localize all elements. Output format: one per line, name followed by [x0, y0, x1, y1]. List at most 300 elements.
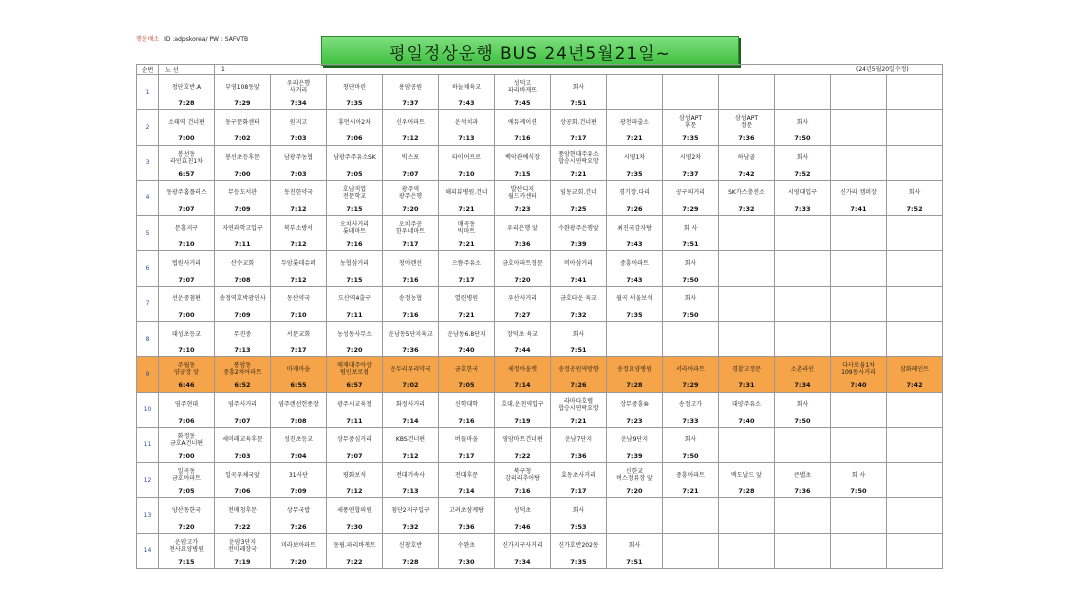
stop-time: 7:29 — [234, 99, 251, 108]
stop-cell — [831, 251, 887, 286]
stop-name: 백악관예식장 — [505, 154, 540, 162]
stop-time: 7:51 — [570, 99, 587, 108]
stop-cell — [327, 427, 383, 462]
route-row — [137, 110, 943, 145]
stop-name: 신가지구사거리 — [502, 542, 543, 550]
stop-name: 영암마트건너편 — [502, 436, 543, 444]
stop-time: 7:35 — [346, 99, 363, 108]
route-row — [137, 392, 943, 427]
stop-time: 7:20 — [514, 275, 531, 284]
route-number: 8 — [137, 321, 159, 356]
stop-name: 빅스포 — [401, 154, 420, 162]
stop-cell — [831, 392, 887, 427]
route-row — [137, 286, 943, 321]
stop-time: 7:19 — [234, 557, 251, 566]
stop-name: 도산역4출구 — [338, 295, 371, 303]
stop-name: 운남동6.8단지 — [447, 330, 486, 338]
stop-cell — [831, 463, 887, 498]
stop-cell — [887, 180, 943, 215]
stop-cell — [327, 251, 383, 286]
stop-time: 7:00 — [178, 134, 195, 143]
stop-cell — [719, 463, 775, 498]
stop-cell — [495, 533, 551, 568]
stop-cell — [719, 427, 775, 462]
stop-name: 매곡동 빅마트 — [457, 221, 476, 236]
stop-time: 7:35 — [626, 310, 643, 319]
stop-name: 오치주공 한우네마트 — [396, 221, 425, 236]
stop-time: 7:50 — [682, 275, 699, 284]
stop-cell — [439, 251, 495, 286]
stop-time: 7:23 — [626, 416, 643, 425]
stop-time: 7:21 — [458, 204, 475, 213]
stop-time: 7:17 — [290, 346, 307, 355]
stop-name: 경찰고정문 — [732, 365, 761, 373]
stop-cell — [719, 498, 775, 533]
stop-name: 라마다호텔 합승시연락요망 — [558, 397, 599, 412]
stop-name: 전대가속사 — [396, 471, 425, 479]
stop-name: 금호아파트정문 — [502, 260, 543, 268]
stop-time: 7:03 — [290, 169, 307, 178]
stop-cell — [775, 427, 831, 462]
stop-cell — [327, 321, 383, 356]
stop-cell — [495, 498, 551, 533]
stop-name: 시영대입구 — [788, 189, 817, 197]
stop-cell — [383, 216, 439, 251]
stop-name: 신가리 캠퍼장 — [840, 189, 877, 197]
stop-time: 7:34 — [290, 99, 307, 108]
stop-time: 7:16 — [514, 487, 531, 496]
stop-cell — [887, 427, 943, 462]
stop-cell — [607, 75, 663, 110]
stop-cell — [663, 110, 719, 145]
revision-note: (24년5월20일수정) — [856, 66, 909, 73]
stop-cell — [271, 251, 327, 286]
stop-name: 북부소방서 — [284, 224, 313, 232]
stop-time: 7:44 — [514, 346, 531, 355]
stop-time: 7:07 — [178, 275, 195, 284]
stop-time: 7:09 — [234, 204, 251, 213]
stop-cell — [383, 392, 439, 427]
stop-cell — [551, 498, 607, 533]
stop-name: 우리은행 앞 — [507, 224, 538, 232]
stop-cell — [719, 251, 775, 286]
stop-cell — [327, 498, 383, 533]
stop-time: 7:36 — [794, 487, 811, 496]
route-number: 7 — [137, 286, 159, 321]
stop-name: 오치사거리 롯데마트 — [340, 221, 369, 236]
stop-cell — [439, 216, 495, 251]
stop-time: 7:34 — [794, 381, 811, 390]
stop-time: 7:21 — [458, 310, 475, 319]
stop-name: 삼성APT 후문 — [679, 115, 702, 130]
route-number: 9 — [137, 357, 159, 392]
stop-cell — [607, 533, 663, 568]
stop-time: 7:00 — [178, 310, 195, 319]
stop-time: 7:42 — [738, 169, 755, 178]
stop-cell — [551, 427, 607, 462]
route-row — [137, 498, 943, 533]
stop-time: 7:34 — [514, 557, 531, 566]
stop-cell — [607, 180, 663, 215]
stop-cell — [215, 463, 271, 498]
route-row — [137, 427, 943, 462]
stop-name: 마재마을 — [286, 365, 311, 373]
stop-name: 성덕고 파리바게뜨 — [508, 80, 537, 95]
stop-cell — [663, 75, 719, 110]
stop-time: 7:17 — [570, 487, 587, 496]
stop-cell — [159, 251, 215, 286]
stop-name: 회사 — [684, 436, 697, 444]
stop-name: 풍암현대주유소 합승시연락요망 — [558, 150, 599, 165]
stop-time: 7:40 — [738, 416, 755, 425]
stop-cell — [607, 392, 663, 427]
route-number: 1 — [137, 75, 159, 110]
stop-cell — [159, 533, 215, 568]
stop-cell — [383, 321, 439, 356]
stop-cell — [495, 392, 551, 427]
stop-cell — [327, 392, 383, 427]
stop-cell — [719, 533, 775, 568]
stop-name: 회사 — [796, 118, 809, 126]
stop-cell — [159, 216, 215, 251]
stop-cell — [663, 321, 719, 356]
stop-time: 7:07 — [346, 451, 363, 460]
stop-name: 회사 — [628, 542, 641, 550]
stop-cell — [719, 145, 775, 180]
stop-cell — [439, 357, 495, 392]
stop-cell — [383, 498, 439, 533]
stop-name: 열린병원 — [454, 295, 479, 303]
stop-name: 버들마을 — [454, 436, 479, 444]
stop-time: 7:14 — [458, 487, 475, 496]
header-no: 순번 — [137, 65, 159, 75]
stop-name: 수완광주은행앞 — [558, 224, 599, 232]
stop-name: 효동초사거리 — [561, 471, 596, 479]
stop-time: 7:20 — [402, 204, 419, 213]
route-number: 14 — [137, 533, 159, 568]
stop-name: 시영1차 — [623, 154, 646, 162]
stop-name: 회사 — [572, 330, 585, 338]
stop-cell — [495, 110, 551, 145]
stop-time: 7:00 — [234, 169, 251, 178]
stop-cell — [495, 75, 551, 110]
route-number: 2 — [137, 110, 159, 145]
stop-name: 상무국밥 — [286, 507, 311, 515]
stop-cell — [775, 110, 831, 145]
stop-time: 7:20 — [178, 522, 195, 531]
stop-cell — [383, 75, 439, 110]
stop-cell — [831, 533, 887, 568]
stop-time: 7:16 — [458, 416, 475, 425]
stop-time: 7:35 — [570, 557, 587, 566]
stop-cell — [775, 75, 831, 110]
stop-cell — [831, 75, 887, 110]
stop-name: 경기장.다리 — [619, 189, 650, 197]
stop-time: 7:26 — [290, 522, 307, 531]
stop-time: 7:32 — [570, 310, 587, 319]
stop-time: 7:04 — [290, 451, 307, 460]
stop-cell — [271, 463, 327, 498]
stop-name: 상공회.건너편 — [560, 118, 597, 126]
stop-name: 으뜸주유소 — [452, 260, 481, 268]
stop-name: 회사 — [796, 154, 809, 162]
stop-name: 동산약국 — [286, 295, 311, 303]
route-number: 10 — [137, 392, 159, 427]
stop-cell — [495, 321, 551, 356]
stop-name: SK가스충전소 — [728, 189, 765, 197]
stop-cell — [887, 216, 943, 251]
stop-name: 무등도서관 — [228, 189, 257, 197]
stop-cell — [271, 110, 327, 145]
stop-name: 월곡 서울보석 — [616, 295, 653, 303]
stop-cell — [383, 427, 439, 462]
stop-time: 7:39 — [570, 240, 587, 249]
stop-name: 세미래교육후문 — [222, 436, 263, 444]
route-number: 6 — [137, 251, 159, 286]
stop-name: 운암3단지 전미레장국 — [228, 538, 257, 553]
stop-time: 7:16 — [346, 240, 363, 249]
stop-time: 7:42 — [906, 381, 923, 390]
stop-name: 발산디지 월드카센터 — [508, 185, 537, 200]
stop-name: 회사 — [684, 260, 697, 268]
route-row — [137, 145, 943, 180]
stop-cell — [719, 75, 775, 110]
stop-time: 7:06 — [234, 487, 251, 496]
stop-cell — [159, 321, 215, 356]
stop-name: 남광주주유소SK — [333, 154, 376, 162]
stop-time: 7:36 — [514, 240, 531, 249]
stop-name: 해피뷰병원.건너 — [445, 189, 488, 197]
stop-cell — [383, 286, 439, 321]
stop-cell — [663, 286, 719, 321]
stop-name: 산수교회 — [230, 260, 255, 268]
stop-time: 7:16 — [402, 275, 419, 284]
stop-cell — [439, 110, 495, 145]
stop-time: 7:27 — [514, 310, 531, 319]
stop-time: 7:51 — [626, 557, 643, 566]
stop-cell — [831, 498, 887, 533]
stop-name: 문흥지구 — [174, 224, 199, 232]
stop-time: 6:57 — [346, 381, 363, 390]
stop-cell — [439, 286, 495, 321]
stop-time: 7:20 — [346, 346, 363, 355]
stop-time: 7:03 — [290, 134, 307, 143]
route-row — [137, 180, 943, 215]
stop-name: 일곡우체국앞 — [225, 471, 260, 479]
stop-cell — [495, 251, 551, 286]
stop-name: 회사 — [684, 295, 697, 303]
stop-time: 7:05 — [178, 487, 195, 496]
stop-time: 7:50 — [794, 416, 811, 425]
stop-time: 7:37 — [402, 99, 419, 108]
stop-cell — [495, 357, 551, 392]
stop-cell — [551, 251, 607, 286]
stop-time: 7:13 — [458, 134, 475, 143]
stop-time: 7:12 — [402, 451, 419, 460]
stop-name: 양산동한국 — [172, 507, 201, 515]
stop-time: 7:25 — [570, 204, 587, 213]
stop-time: 7:52 — [794, 169, 811, 178]
stop-name: 소태역 건너편 — [168, 118, 205, 126]
stop-cell — [439, 392, 495, 427]
stop-cell — [383, 145, 439, 180]
stop-name: 회사 — [572, 83, 585, 91]
stop-time: 7:10 — [458, 169, 475, 178]
stop-cell — [439, 321, 495, 356]
stop-time: 7:30 — [346, 522, 363, 531]
stop-cell — [719, 180, 775, 215]
stop-time: 7:00 — [178, 451, 195, 460]
stop-name: 동구문화센터 — [225, 118, 260, 126]
stop-name: 신우아파트 — [396, 118, 425, 126]
route-row — [137, 533, 943, 568]
stop-name: 회사 — [572, 507, 585, 515]
stop-cell — [663, 463, 719, 498]
stop-time: 7:08 — [290, 416, 307, 425]
stop-time: 7:17 — [458, 451, 475, 460]
stop-time: 7:22 — [234, 522, 251, 531]
stop-name: 성덕초 — [513, 507, 532, 515]
stop-name: 호남직업 전문학교 — [342, 185, 367, 200]
stop-name: 상무중흥⑩ — [620, 401, 649, 409]
stop-cell — [887, 533, 943, 568]
stop-time: 7:10 — [290, 310, 307, 319]
stop-cell — [663, 216, 719, 251]
stop-time: 6:46 — [178, 381, 195, 390]
stop-cell — [551, 321, 607, 356]
stop-time: 7:20 — [290, 557, 307, 566]
stop-cell — [551, 145, 607, 180]
stop-time: 7:22 — [346, 557, 363, 566]
stop-cell — [271, 392, 327, 427]
route-row — [137, 216, 943, 251]
stop-time: 7:36 — [458, 522, 475, 531]
stop-cell — [831, 216, 887, 251]
stop-cell — [663, 145, 719, 180]
stop-name: 31사단 — [288, 471, 309, 479]
stop-time: 7:32 — [738, 204, 755, 213]
stop-time: 7:15 — [346, 275, 363, 284]
stop-cell — [383, 251, 439, 286]
stop-name: 운두리우리약국 — [390, 365, 431, 373]
stop-time: 7:50 — [682, 451, 699, 460]
stop-cell — [551, 463, 607, 498]
stop-cell — [215, 357, 271, 392]
stop-cell — [551, 286, 607, 321]
stop-name: 운석치과 — [454, 118, 479, 126]
stop-name: 광천파출소 — [620, 118, 649, 126]
stop-time: 7:39 — [626, 451, 643, 460]
stop-time: 7:22 — [514, 451, 531, 460]
stop-time: 7:21 — [682, 487, 699, 496]
stop-cell — [159, 180, 215, 215]
table-header-row — [137, 65, 943, 75]
stop-cell — [383, 357, 439, 392]
stop-name: 큰별초 — [793, 471, 812, 479]
stop-time: 7:05 — [346, 169, 363, 178]
stop-name: 대양주유소 — [732, 401, 761, 409]
stop-name: 평화보석 — [342, 471, 367, 479]
stop-name: 신창호반 — [398, 542, 423, 550]
stop-cell — [271, 321, 327, 356]
stop-cell — [607, 357, 663, 392]
stop-cell — [439, 75, 495, 110]
login-note-label: 행운배소 — [136, 36, 160, 43]
stop-cell — [383, 463, 439, 498]
stop-cell — [887, 463, 943, 498]
stop-cell — [831, 321, 887, 356]
stop-time: 7:17 — [402, 240, 419, 249]
stop-time: 7:52 — [906, 204, 923, 213]
stop-cell — [831, 427, 887, 462]
stop-cell — [775, 251, 831, 286]
stop-cell — [663, 427, 719, 462]
stop-time: 7:46 — [514, 522, 531, 531]
stop-cell — [607, 427, 663, 462]
stop-name: 서문교회 — [286, 330, 311, 338]
stop-name: 금호한국 — [454, 365, 479, 373]
stop-name: 부영108동앞 — [225, 83, 260, 91]
stop-time: 7:36 — [402, 346, 419, 355]
stop-cell — [215, 251, 271, 286]
stop-time: 7:23 — [514, 204, 531, 213]
stop-cell — [159, 286, 215, 321]
stop-cell — [495, 286, 551, 321]
stop-cell — [775, 180, 831, 215]
stop-time: 7:07 — [402, 169, 419, 178]
stop-cell — [887, 357, 943, 392]
stop-cell — [663, 533, 719, 568]
stop-time: 7:35 — [626, 169, 643, 178]
stop-name: 원지고 — [289, 118, 308, 126]
stop-time: 7:07 — [178, 204, 195, 213]
stop-cell — [831, 286, 887, 321]
stop-time: 7:17 — [458, 275, 475, 284]
stop-cell — [159, 145, 215, 180]
stop-time: 7:15 — [514, 169, 531, 178]
stop-time: 6:55 — [290, 381, 307, 390]
login-note-text: ID :adpskorea/ PW : SAFVTB — [164, 36, 249, 43]
stop-time: 7:21 — [458, 240, 475, 249]
stop-cell — [663, 251, 719, 286]
stop-cell — [383, 180, 439, 215]
route-number: 4 — [137, 180, 159, 215]
stop-cell — [383, 533, 439, 568]
stop-time: 7:12 — [290, 240, 307, 249]
stop-cell — [831, 357, 887, 392]
stop-name: 하남골 — [737, 154, 756, 162]
stop-time: 6:52 — [234, 381, 251, 390]
stop-cell — [327, 357, 383, 392]
stop-time: 7:45 — [514, 99, 531, 108]
stop-cell — [607, 216, 663, 251]
stop-time: 7:12 — [402, 134, 419, 143]
stop-cell — [775, 145, 831, 180]
stop-cell — [215, 110, 271, 145]
stop-time: 7:06 — [346, 134, 363, 143]
stop-time: 7:33 — [682, 416, 699, 425]
stop-time: 7:15 — [346, 204, 363, 213]
stop-time: 7:03 — [234, 451, 251, 460]
stop-time: 7:29 — [682, 381, 699, 390]
stop-name: 금호타운 육교 — [560, 295, 597, 303]
stop-time: 7:21 — [626, 134, 643, 143]
stop-cell — [327, 463, 383, 498]
stop-time: 7:12 — [290, 275, 307, 284]
stop-cell — [215, 286, 271, 321]
stop-time: 7:32 — [402, 522, 419, 531]
stop-time: 7:28 — [738, 487, 755, 496]
